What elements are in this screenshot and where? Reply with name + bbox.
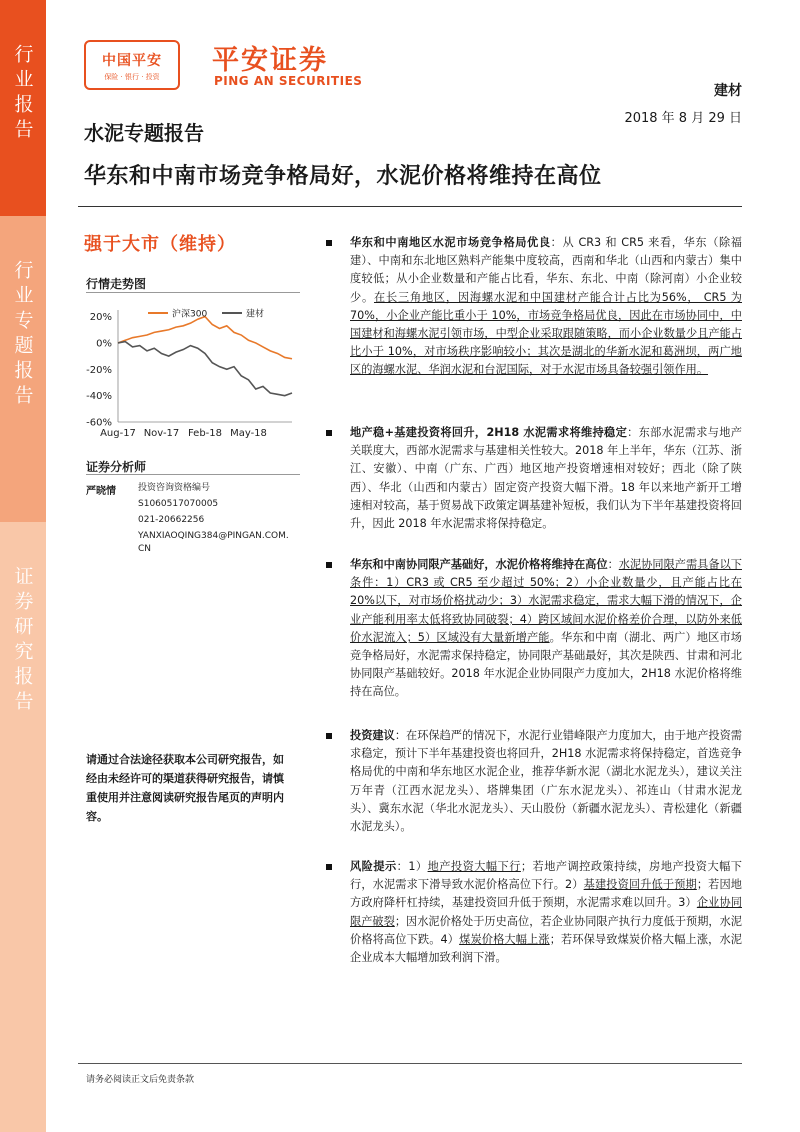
risk-text: ；若地产调控政策持续，房地产投资大幅下行，水泥需求下滑导致水泥价格高位下行。2） xyxy=(350,860,742,892)
risk-item-underlined: 基建投资回升低于预期 xyxy=(583,878,697,892)
side-tab-label: 证券研究报告 xyxy=(11,566,34,716)
market-trend-title: 行情走势图 xyxy=(86,277,147,291)
brand-name-cn: 平安证券 xyxy=(212,45,328,76)
y-tick-label: -60% xyxy=(86,417,112,429)
logo-text: 中国平安 xyxy=(102,53,162,69)
analyst-license-no: S1060517070005 xyxy=(138,499,219,509)
risk-text: ；若环保导致煤炭价格大幅上涨，水泥企业成本大幅增加致利润下滑。 xyxy=(350,932,742,965)
section-divider xyxy=(86,292,300,293)
risk-item-underlined: 地产投资大幅下行 xyxy=(427,860,521,873)
analyst-name: 严晓情 xyxy=(86,486,116,497)
risk-text: ：1） xyxy=(396,860,428,873)
bullet-title: 风险提示 xyxy=(350,860,397,873)
analyst-license-label: 投资咨询资格编号 xyxy=(138,483,211,493)
bullet-market-structure xyxy=(330,234,742,380)
bullet-square-icon xyxy=(326,240,332,246)
legend-label: 沪深300 xyxy=(172,309,208,320)
bullet-underlined-text: 水泥协同限产需具备以下条件：1）CR3 或 CR5 至少超过 50%；2）小企业数量少，且产能占比在 20%以下，对市场价格扰动少；3）水泥需求稳定，需求大幅下滑的情况下，企业产能利用率太低将致协同破裂；4）跨区域间水泥价格差价合理，以防外来低价水泥流入；5）区域没有大量新增产能 xyxy=(350,558,742,644)
y-tick-label: -40% xyxy=(86,391,112,403)
access-disclaimer: 请通过合法途径获取本公司研究报告，如经由未经许可的渠道获得研究报告，请慎重使用并注意阅读研究报告尾页的声明内容。 xyxy=(86,753,284,823)
bullet-investment-advice xyxy=(330,727,742,836)
pingan-group-logo xyxy=(84,40,180,90)
report-type: 水泥专题报告 xyxy=(84,121,204,145)
series-line-1 xyxy=(118,342,292,396)
logo-slogan: 保险 · 银行 · 投资 xyxy=(104,73,160,81)
analyst-email-cont: CN xyxy=(138,544,152,554)
bullet-underlined-text: 在长三角地区，因海螺水泥和中国建材产能合计占比为56%， CR5 为 70%，小企业产能比重小于 10%，市场竞争格局优良，因此在市场协同中，中国建材和海螺水泥引领市场，中型企业采取跟随策略，而小企业数量少且产能占比小于 10%，对市场秩序影响较小；其次是湖北的华新水泥和葛洲坝，两广地区的海螺水泥、华润水泥和台泥国际，对于水泥市场具备较强引领作用。 xyxy=(350,290,742,377)
bullet-body: 。华东和中南（湖北、两广）地区市场竞争格局好，水泥需求保持稳定，协同限产基础最好，其次是陕西、甘肃和河北协同限产基础较好。2018 年水泥企业协同限产力度加大，2H18 水泥价格将维持在高位。 xyxy=(350,630,742,699)
section-divider xyxy=(86,474,300,475)
header-divider xyxy=(78,206,742,207)
x-tick-label: Feb-18 xyxy=(187,428,223,439)
y-tick-label: 0% xyxy=(96,338,112,350)
report-headline: 华东和中南市场竞争格局好，水泥价格将维持在高位 xyxy=(84,164,602,189)
bullet-square-icon xyxy=(326,864,332,870)
risk-text: ；因水泥价格处于历史高位，若企业协同限产执行力度低于预期，水泥价格将高位下跌。4） xyxy=(350,914,742,946)
footer-divider xyxy=(78,1063,742,1064)
analyst-email: YANXIAOQING384@PINGAN.COM. xyxy=(138,531,289,541)
report-date: 2018 年 8 月 29 日 xyxy=(624,111,742,126)
bullet-title: 投资建议 xyxy=(350,729,395,742)
bullet-body: ：在环保趋严的情况下，水泥行业错峰限产力度加大，由于地产投资需求稳定，预计下半年基建投资也将回升，2H18 水泥需求将保持稳定，首选竞争格局优的中南和华东地区水泥企业，推荐华新水泥（湖北水泥龙头），建议关注万年青（江西水泥龙头）、塔牌集团（广东水泥龙头）、祁连山（甘肃水泥龙头）、冀东水泥（华北水泥龙头）、天山股份（新疆水泥龙头）、青松建化（新疆水泥龙头）。 xyxy=(350,729,742,834)
x-tick-label: Aug-17 xyxy=(100,428,136,439)
risk-text: ；若因地方政府降杆杠持续，基建投资回升低于预期，水泥需求难以回升。3） xyxy=(350,878,742,910)
risk-item-underlined: 煤炭价格大幅上涨 xyxy=(459,932,550,946)
risk-item-underlined: 企业协同限产破裂 xyxy=(350,896,742,928)
side-tab-label: 行业专题报告 xyxy=(11,260,34,410)
bullet-title: 地产稳+基建投资将回升，2H18 水泥需求将维持稳定 xyxy=(350,426,628,439)
bullet-risk-warning xyxy=(330,858,742,967)
side-tab-industry-special-report xyxy=(0,216,46,522)
y-tick-label: 20% xyxy=(89,312,112,324)
market-trend-chart xyxy=(82,296,304,444)
x-tick-label: May-18 xyxy=(230,428,267,439)
bullet-body xyxy=(350,860,742,964)
bullet-demand-outlook xyxy=(330,424,742,533)
rating: 强于大市（维持） xyxy=(84,234,236,255)
side-tab-securities-research-report xyxy=(0,522,46,1132)
analyst-phone: 021-20662256 xyxy=(138,515,205,525)
brand-name-en: PING AN SECURITIES xyxy=(214,74,363,88)
bullet-square-icon xyxy=(326,733,332,739)
side-tab-label: 行业报告 xyxy=(11,44,34,144)
side-tab-industry-report xyxy=(0,0,46,216)
bullet-square-icon xyxy=(326,562,332,568)
y-tick-label: -20% xyxy=(86,364,112,376)
industry-label: 建材 xyxy=(714,83,742,99)
footer-note: 请务必阅读正文后免责条款 xyxy=(86,1075,195,1085)
series-line-0 xyxy=(118,317,292,359)
bullet-body: ：从 CR3 和 CR5 来看，华东（除福建）、中南和东北地区熟料产能集中度较高，西南和华北（山西和内蒙古）集中度较低；从小企业数量和产能占比看，华东、东北、中南（除河南）小企业较少。 xyxy=(350,236,742,304)
bullet-title: 华东和中南协同限产基础好，水泥价格将维持在高位 xyxy=(350,558,608,571)
bullet-body-pre: ： xyxy=(607,558,619,571)
analyst-section-title: 证券分析师 xyxy=(86,460,147,474)
bullet-price-outlook xyxy=(330,556,742,702)
legend-label: 建材 xyxy=(246,309,265,320)
bullet-title: 华东和中南地区水泥市场竞争格局优良 xyxy=(350,236,551,249)
x-tick-label: Nov-17 xyxy=(143,428,180,439)
bullet-body: ：东部水泥需求与地产关联度大，西部水泥需求与基建相关性较大。2018 年上半年，华东（江苏、浙江、安徽）、中南（广东、广西）地区地产投资增速相对较好；西北（除了陕西）、华北（山西和内蒙古）固定资产投资大幅下滑。18 年以来地产新开工增速相对较高，基于贸易战下政策定调基建补短板，我们认为下半年基建投资将回升，因此 2018 年水泥需求将保持稳定。 xyxy=(350,426,742,531)
bullet-square-icon xyxy=(326,430,332,436)
